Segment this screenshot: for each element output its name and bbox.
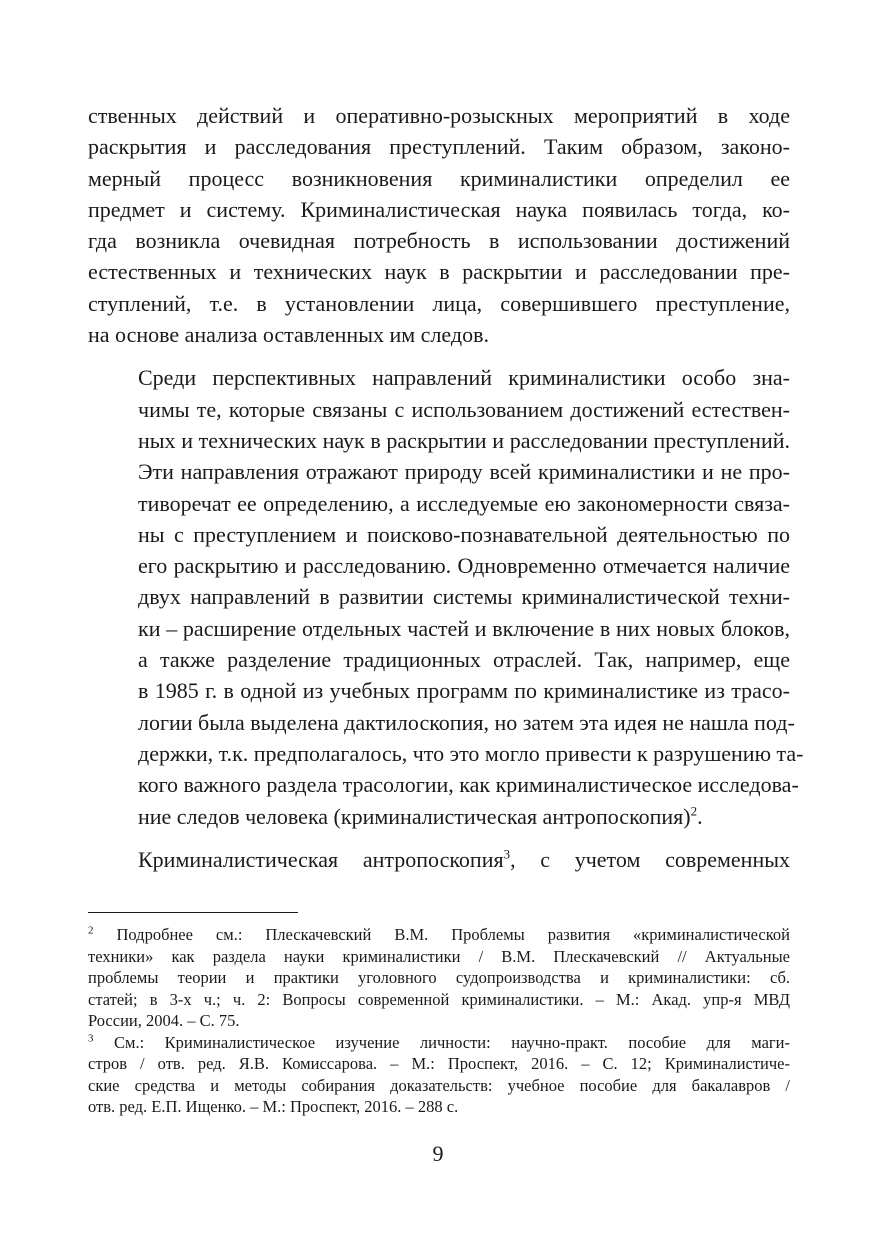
paragraph-line-text: логии была выделена дактилоскопия, но затем эта идея не нашла под-: [138, 709, 795, 735]
paragraph-line: [88, 801, 790, 832]
footnote-line: [88, 1053, 790, 1075]
paragraph-line-text: ки – расширение отдельных частей и включение в них новых блоков,: [138, 615, 790, 641]
footnote-line-text: Подробнее см.: Плескачевский В.М. Проблемы развития «криминалистической: [116, 925, 790, 944]
paragraph-line-text: Среди перспективных направлений криминалистики особо зна-: [138, 365, 790, 391]
paragraph-line: [88, 769, 799, 800]
paragraph-2: [88, 362, 804, 831]
paragraph-line-text: держки, т.к. предполагалось, что это могло привести к разрушению та-: [138, 740, 804, 766]
paragraph-line: [88, 225, 790, 256]
paragraph-line-text: ственных действий и оперативно-розыскных мероприятий в ходе: [88, 103, 790, 128]
paragraph-line-text: кого важного раздела трасологии, как криминалистическое исследова-: [138, 772, 799, 798]
footnote-line-text: ские средства и методы собирания доказательств: учебное пособие для бакалавров /: [88, 1075, 790, 1095]
paragraph-line-text: его раскрытию и расследованию. Одновременно отмечается наличие: [138, 553, 790, 579]
footnote-line-text: отв. ред. Е.П. Ищенко. – М.: Проспект, 2016. – 288 с.: [88, 1097, 459, 1116]
paragraph-3-text: Криминалистическая антропоскопия: [138, 846, 504, 872]
paragraph-line: [88, 362, 790, 393]
paragraph-line: [88, 738, 804, 769]
paragraph-line-text: на основе анализа оставленных им следов.: [88, 322, 489, 348]
paragraph-line-text: гда возникла очевидная потребность в использовании достижений: [88, 228, 790, 254]
paragraph-line: [88, 675, 790, 706]
footnote-line: [88, 1075, 790, 1097]
paragraph-end-punct: .: [697, 803, 703, 829]
paragraph-line: [88, 288, 790, 319]
paragraph-line: [88, 519, 790, 550]
paragraph-line: [88, 394, 790, 425]
footnote-separator: [88, 912, 298, 913]
paragraph-line-text: в 1985 г. в одной из учебных программ по криминалистике из трасо-: [138, 678, 790, 704]
paragraph-line: [88, 488, 790, 519]
paragraph-line-text: чимы те, которые связаны с использованием достижений естествен-: [138, 396, 790, 422]
paragraph-line-text: ных и технических наук в раскрытии и расследовании преступлений.: [138, 427, 790, 453]
footnote-line: [88, 1032, 790, 1054]
page-number: 9: [432, 1141, 444, 1166]
paragraph-line-text: ны с преступлением и поисково-познавательной деятельностью по: [138, 521, 790, 547]
paragraph-line: [88, 425, 790, 456]
paragraph-line: [88, 100, 790, 131]
paragraph-line: [88, 613, 790, 644]
footnote-line: [88, 1096, 790, 1118]
paragraph-line-text: ступлений, т.е. в установлении лица, совершившего преступление,: [88, 290, 790, 316]
footnote-line: [88, 1010, 790, 1032]
footnote-ref-3: 3: [503, 846, 511, 862]
footnote-ref-2: 2: [690, 803, 698, 819]
footnote-3: [88, 1032, 790, 1118]
paragraph-line: [88, 194, 790, 225]
footnote-line: [88, 924, 790, 946]
paragraph-line-text: Эти направления отражают природу всей криминалистики и не про-: [138, 459, 790, 485]
footnote-2: [88, 924, 790, 1032]
body-text: [88, 100, 804, 875]
paragraph-line-text: тиворечат ее определению, а исследуемые ею закономерности связа-: [138, 490, 790, 516]
paragraph-line: [88, 256, 790, 287]
paragraph-line: [88, 707, 795, 738]
paragraph-line-text: естественных и технических наук в раскрытии и расследовании пре-: [88, 259, 790, 285]
paragraph-line: [88, 319, 790, 350]
footnote-line-text: техники» как раздела науки криминалистики / В.М. Плескачевский // Актуальные: [88, 946, 790, 966]
paragraph-line: [88, 581, 790, 612]
footnote-line-text: См.: Криминалистическое изучение личности: научно-практ. пособие для маги-: [114, 1032, 790, 1052]
paragraph-line: [88, 163, 790, 194]
footnote-number: 2: [88, 924, 94, 937]
footnote-line: [88, 967, 790, 989]
paragraph-line-text: раскрытия и расследования преступлений. Таким образом, законо-: [88, 134, 790, 160]
paragraph-3: [88, 844, 790, 875]
paragraph-line: [88, 131, 790, 162]
footnotes: [88, 924, 790, 1118]
paragraph-line-text: ние следов человека (криминалистическая антропоскопия): [138, 803, 691, 829]
paragraph-line: [88, 844, 790, 875]
footnote-line: [88, 989, 790, 1011]
paragraph-line: [88, 550, 790, 581]
footnote-line: [88, 946, 790, 968]
paragraph-line: [88, 644, 790, 675]
paragraph-1: [88, 100, 790, 350]
paragraph-line: [88, 456, 790, 487]
footnote-line-text: проблемы теории и практики уголовного судопроизводства и криминалистики: сб.: [88, 968, 790, 987]
paragraph-line-text: предмет и систему. Криминалистическая наука появилась тогда, ко-: [88, 196, 790, 222]
paragraph-line-text: а также разделение традиционных отраслей. Так, например, еще: [138, 647, 790, 673]
footnote-line-text: статей; в 3-х ч.; ч. 2: Вопросы современной криминалистики. – М.: Акад. упр-я МВД: [88, 989, 790, 1009]
footnote-number: 3: [88, 1032, 94, 1044]
footnote-line-text: России, 2004. – С. 75.: [88, 1011, 240, 1030]
paragraph-line-text: двух направлений в развитии системы криминалистической техни-: [138, 584, 790, 610]
paragraph-line-text: мерный процесс возникновения криминалистики определил ее: [88, 165, 790, 191]
footnote-line-text: стров / отв. ред. Я.В. Комиссарова. – М.: Проспект, 2016. – С. 12; Криминалистиче-: [88, 1054, 790, 1073]
paragraph-3-text-after: , с учетом современных: [510, 846, 790, 872]
